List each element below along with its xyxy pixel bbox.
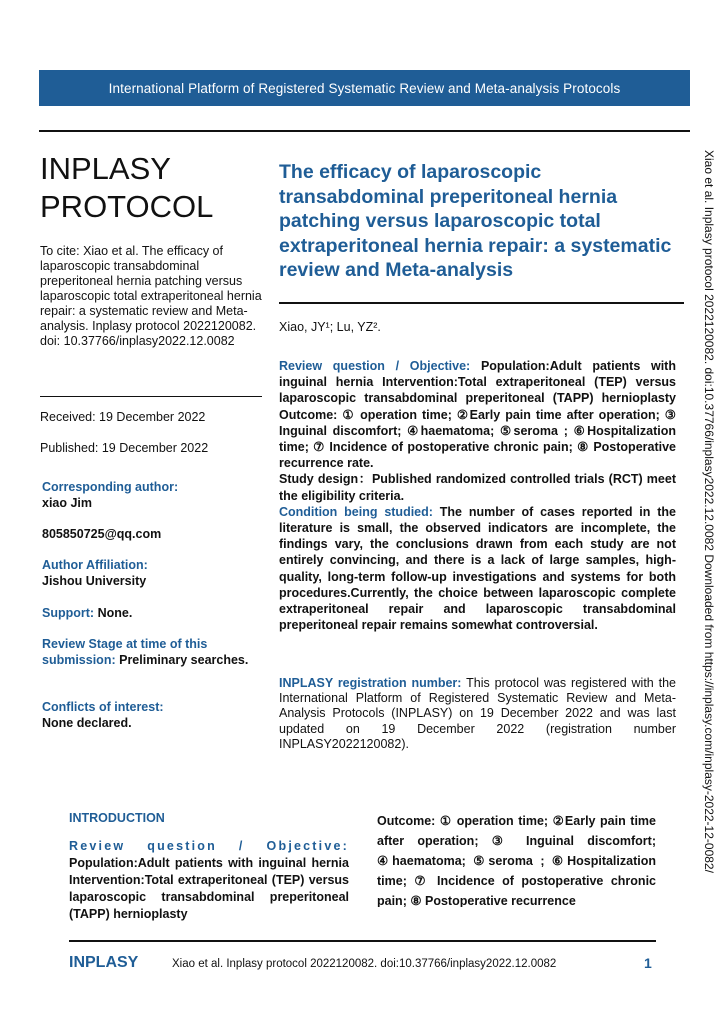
review-question: [279, 358, 676, 471]
protocol-title: INPLASY PROTOCOL: [40, 151, 214, 224]
footer-rule: [69, 940, 656, 942]
conflicts-of-interest: [42, 699, 257, 731]
study-design: Study design：Published randomized controlled trials (RCT) meet the eligibility criteria.: [279, 472, 676, 503]
author-affiliation: [42, 557, 257, 589]
intro-review-question-label: Review question / Objective:: [69, 839, 349, 853]
review-stage: [42, 636, 257, 668]
author-email: [42, 526, 257, 542]
registration: [279, 676, 676, 752]
article-title: The efficacy of laparoscopic transabdominal preperitoneal hernia patching versus laparoscopic total extraperitoneal hernia repair: a systematic review and Meta-analysis: [279, 161, 672, 281]
authors: Xiao, JY¹; Lu, YZ².: [279, 320, 381, 334]
introduction-left-column: [69, 838, 349, 923]
stage-label: Review Stage at time of this submission:: [42, 637, 208, 667]
introduction-right-column: Outcome: ① operation time; ②Early pain time after operation; ③ Inguinal discomfort; ④haematoma; ⑤seroma ; ⑥Hospitalization time; ⑦ Incidence of postoperative chronic pain; ⑧ Postoperative recurrence: [377, 814, 656, 907]
conflicts-value: None declared.: [42, 716, 132, 730]
intro-left-text: Population:Adult patients with inguinal hernia Intervention:Total extraperitoneal (TEP) versus laparoscopic transabdominal preperitoneal (TAPP) hernioplasty: [69, 856, 349, 921]
support-value: None.: [97, 606, 133, 620]
condition-label: Condition being studied:: [279, 504, 433, 519]
citation-text: To cite: Xiao et al. The efficacy of laparoscopic transabdominal preperitoneal hernia patching versus laparoscopic total extraperitoneal hernia repair: a systematic review and Meta-analysis. Inplasy protocol 2022120082. doi: 10.37766/inplasy2022.12.0082: [40, 244, 262, 348]
received-date: Received: 19 December 2022: [40, 410, 206, 424]
stage-value: Preliminary searches.: [119, 653, 249, 667]
support-label: Support:: [42, 606, 95, 620]
conflicts-label: Conflicts of interest:: [42, 700, 164, 714]
registration-label: INPLASY registration number:: [279, 676, 462, 690]
top-rule: [39, 130, 690, 132]
registration-text: This protocol was registered with the International Platform of Registered Systematic Review and Meta-Analysis Protocols (INPLASY) on 19 December 2022 and was last updated on 19 December 2022 (registration number INPLASY2022120082).: [279, 676, 676, 751]
introduction-heading: INTRODUCTION: [69, 811, 165, 825]
journal-banner: International Platform of Registered Systematic Review and Meta-analysis Protocols: [39, 70, 690, 106]
review-question-text: Population:Adult patients with inguinal hernia Intervention:Total extraperitoneal (TEP) versus laparoscopic transabdominal preperitoneal (TAPP) hernioplasty Outcome: ① operation time; ②Early pain time after operation; ③ Inguinal discomfort; ④haematoma; ⑤seroma ; ⑥Hospitalization time; ⑦ Incidence of postoperative chronic pain; ⑧ Postoperative recurrence rate.: [279, 359, 676, 471]
review-question-label: Review question / Objective:: [279, 359, 471, 373]
page-number: 1: [644, 955, 652, 971]
corresponding-author: [42, 479, 257, 511]
affiliation-label: Author Affiliation:: [42, 558, 148, 572]
support: [42, 605, 257, 621]
side-download-note: Xiao et al. Inplasy protocol 2022120082. doi:10.37766/inplasy2022.12.0082 Downloaded from https://inplasy.com/inplasy-2022-12-0082/: [702, 150, 716, 873]
abstract: [279, 358, 676, 633]
affiliation-value: Jishou University: [42, 574, 147, 588]
title-rule: [279, 302, 684, 304]
sidebar-divider: [40, 396, 262, 397]
corresponding-name: xiao Jim: [42, 496, 93, 510]
email-text: 805850725@qq.com: [42, 527, 162, 541]
footer-brand: INPLASY: [69, 954, 139, 971]
footer-citation: Xiao et al. Inplasy protocol 2022120082. doi:10.37766/inplasy2022.12.0082: [172, 958, 557, 970]
condition-text: The number of cases reported in the literature is small, the observed indicators are incomplete, the findings vary, the conclusions drawn from each study are not entirely convincing, and there is a lack of large samples, high-quality, long-term follow-up investigations and systems for both procedures.Currently, the choice between laparoscopic complete extraperitoneal repair and laparoscopic transabdominal preperitoneal repair remains somewhat controversial.: [279, 504, 676, 633]
condition-studied: [279, 504, 676, 634]
corresponding-label: Corresponding author:: [42, 480, 179, 494]
published-date: Published: 19 December 2022: [40, 441, 209, 455]
